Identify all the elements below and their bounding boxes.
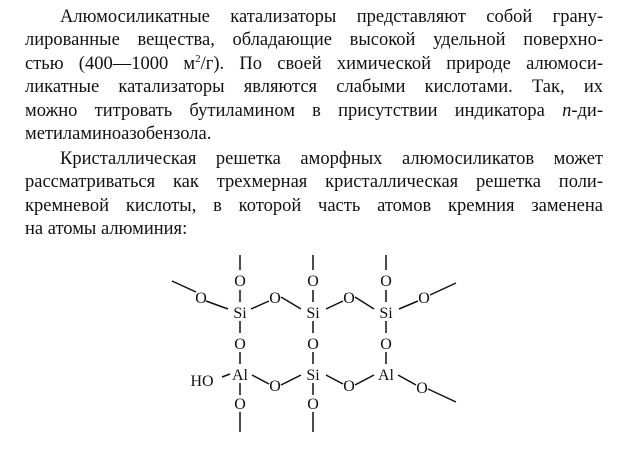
text-span: -ди- bbox=[571, 100, 603, 121]
silicon-atom: Si bbox=[306, 305, 320, 322]
paragraph-aluminosilicate-catalysts bbox=[0, 6, 628, 146]
bond bbox=[206, 301, 228, 309]
bond bbox=[355, 297, 374, 309]
oxygen-atom: O bbox=[195, 290, 207, 307]
aluminum-atom: Al bbox=[378, 367, 394, 384]
oxygen-atom: O bbox=[307, 273, 319, 290]
text-line bbox=[0, 123, 603, 146]
text-line bbox=[0, 218, 603, 241]
text-span: Алюмосиликатные катализаторы представляют собой грану- bbox=[60, 7, 603, 27]
oxygen-atom: O bbox=[234, 273, 246, 290]
bond bbox=[252, 375, 269, 384]
bond bbox=[172, 281, 196, 292]
text-span: кремневой кислоты, в которой часть атомов кремния заменена bbox=[25, 195, 603, 216]
silicon-atom: Si bbox=[306, 367, 320, 384]
text-span: можно титровать бутиламином в присутствии индикатора bbox=[25, 100, 563, 121]
text-line bbox=[0, 76, 603, 99]
oxygen-atom: O bbox=[343, 378, 355, 395]
oxygen-atom: O bbox=[307, 336, 319, 353]
aluminum-atom: Al bbox=[232, 367, 248, 384]
bond bbox=[428, 389, 456, 402]
bond bbox=[326, 375, 343, 384]
text-span: на атомы алюминия: bbox=[25, 219, 188, 240]
bond bbox=[398, 375, 416, 385]
text-span: лированные вещества, обладающие высокой удельной поверхно- bbox=[25, 30, 603, 51]
oxygen-atom: O bbox=[269, 378, 281, 395]
text-line bbox=[0, 100, 603, 123]
text-span: метиламиноазобензола. bbox=[25, 123, 212, 144]
bond bbox=[281, 297, 301, 309]
text-line bbox=[0, 53, 603, 76]
text-line bbox=[0, 6, 603, 29]
oxygen-atom: O bbox=[416, 380, 428, 397]
bond bbox=[430, 283, 456, 295]
bond bbox=[355, 375, 374, 385]
text-line bbox=[0, 148, 603, 171]
superscript: 2 bbox=[195, 52, 201, 65]
text-line bbox=[0, 29, 603, 52]
paragraph-crystal-lattice bbox=[0, 148, 628, 242]
aluminosilicate-structure-diagram bbox=[150, 250, 480, 455]
oxygen-atom: O bbox=[269, 290, 281, 307]
text-span: /г). По своей химической природе алюмоси- bbox=[200, 53, 603, 74]
text-line bbox=[0, 171, 603, 194]
text-line bbox=[0, 195, 603, 218]
bond bbox=[281, 375, 301, 385]
oxygen-atom: O bbox=[380, 336, 392, 353]
text-span: стью (400—1000 м bbox=[25, 53, 196, 74]
bond bbox=[251, 301, 269, 309]
bond bbox=[222, 374, 230, 377]
atoms bbox=[190, 273, 429, 413]
text-span: ликатные катализаторы являются слабыми кислотами. Так, их bbox=[25, 77, 603, 98]
text-span: рассматриваться как трехмерная кристаллическая решетка поли- bbox=[25, 172, 603, 193]
oxygen-atom: O bbox=[234, 336, 246, 353]
silicon-atom: Si bbox=[233, 305, 247, 322]
bond bbox=[326, 301, 343, 309]
text-span: Кристаллическая решетка аморфных алюмосиликатов может bbox=[60, 149, 603, 169]
bond bbox=[399, 301, 418, 309]
oxygen-atom: O bbox=[307, 396, 319, 413]
silicon-atom: Si bbox=[379, 305, 393, 322]
oxygen-atom: O bbox=[343, 290, 355, 307]
oxygen-atom: O bbox=[234, 396, 246, 413]
oxygen-atom: O bbox=[418, 290, 430, 307]
italic-text: n bbox=[562, 100, 572, 121]
hydroxyl-group: HO bbox=[190, 373, 214, 390]
oxygen-atom: O bbox=[380, 273, 392, 290]
